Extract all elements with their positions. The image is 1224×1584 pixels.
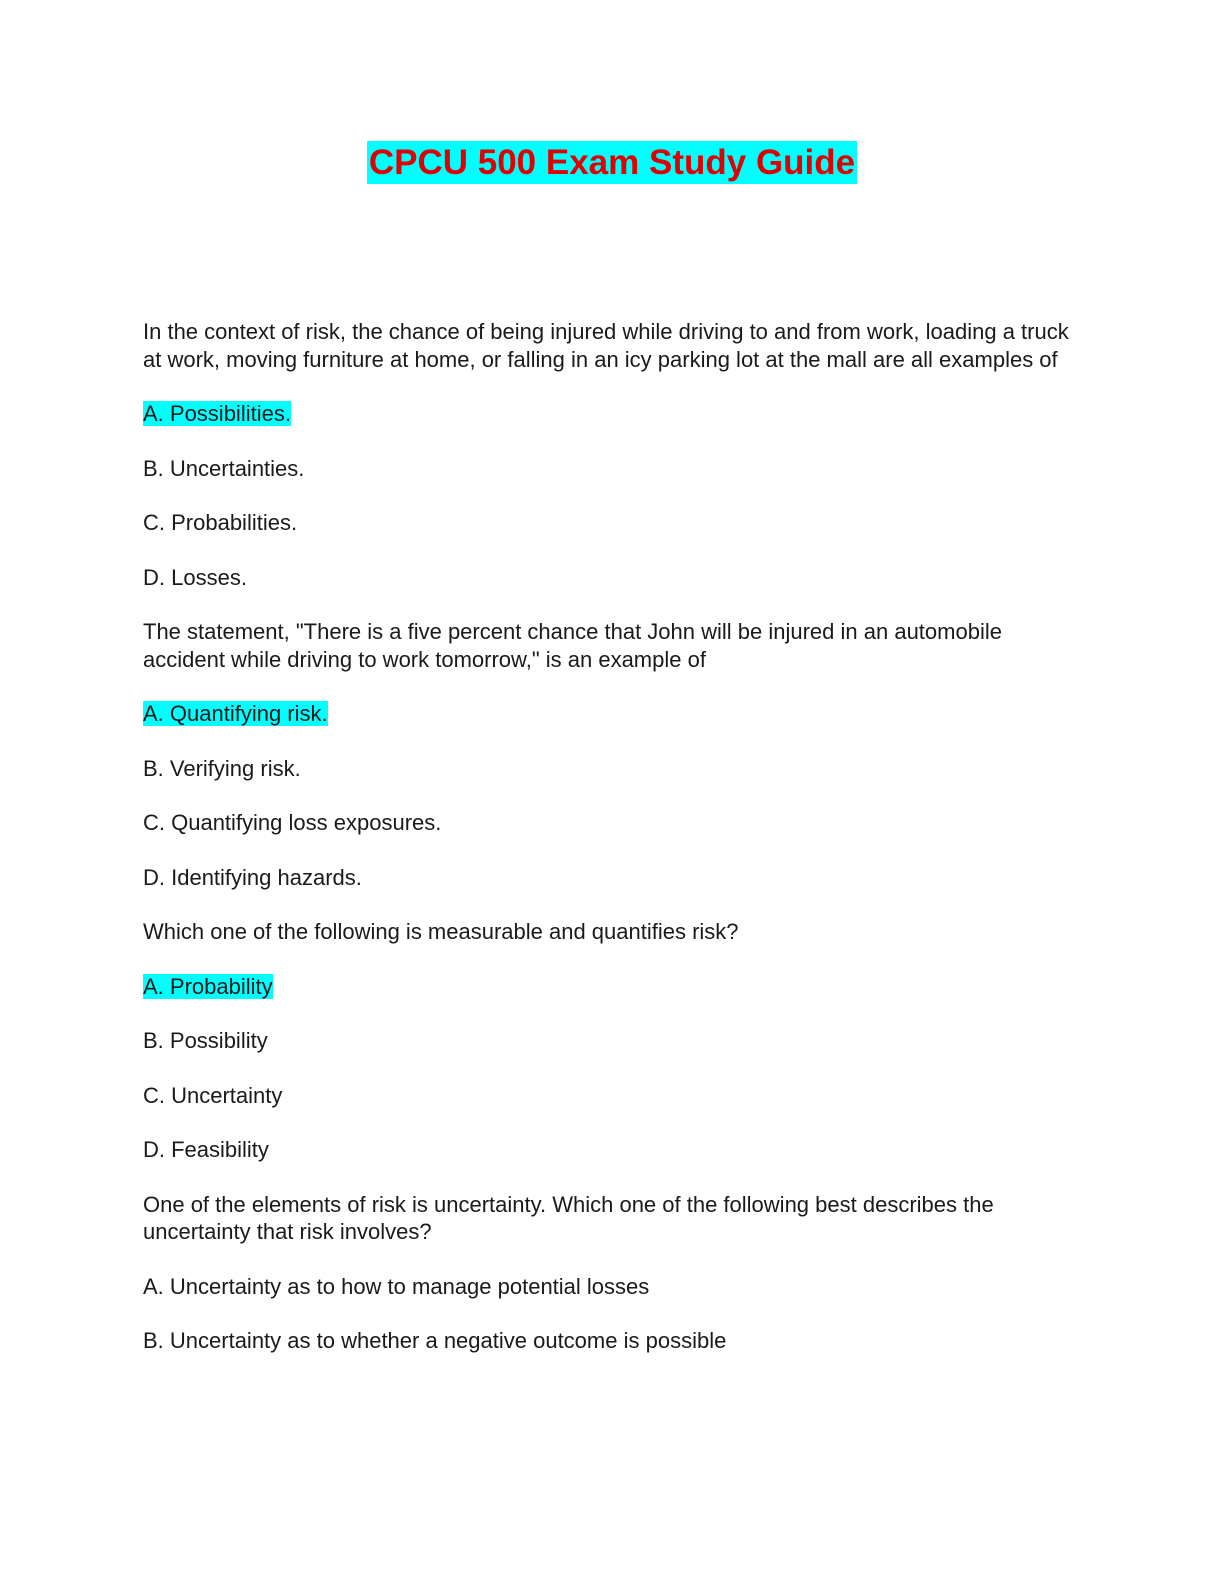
question-1-option-c: C. Probabilities. [143,510,298,535]
question-4-text: One of the elements of risk is uncertainty. Which one of the following best describes the uncertainty that risk involves? [143,1191,994,1244]
question-3-option-b: B. Possibility [143,1028,268,1053]
question-4-option-b: B. Uncertainty as to whether a negative outcome is possible [143,1328,727,1353]
question-3-option-c: C. Uncertainty [143,1082,283,1108]
title-container [0,141,1224,184]
document-title: CPCU 500 Exam Study Guide [368,143,856,182]
answer-highlight: A. Possibilities. [143,401,291,426]
question-2-option-c: C. Quantifying loss exposures. [143,810,442,835]
question-2-text: The statement, "There is a five percent chance that John will be injured in an automobile accident while driving to work tomorrow," is an example of [143,619,1002,672]
question-4-option-a: A. Uncertainty as to how to manage potential losses [143,1273,650,1299]
question-3-text: Which one of the following is measurable and quantifies risk? [143,919,739,944]
answer-highlight: A. Quantifying risk. [143,701,328,726]
question-1-text: In the context of risk, the chance of being injured while driving to and from work, loading a truck at work, moving furniture at home, or falling in an icy parking lot at the mall are all examples of [143,319,1069,372]
question-2-option-d: D. Identifying hazards. [143,864,362,890]
question-1-option-b: B. Uncertainties. [143,455,305,481]
question-1-option-d: D. Losses. [143,564,247,590]
question-3-option-d: D. Feasibility [143,1137,269,1162]
question-2-option-b: B. Verifying risk. [143,755,301,781]
document-body [143,318,1083,1382]
answer-highlight: A. Probability [143,973,273,999]
question-2-option-a [143,700,1083,728]
question-1-option-a [143,400,1083,428]
question-3-option-a [143,973,1083,1001]
